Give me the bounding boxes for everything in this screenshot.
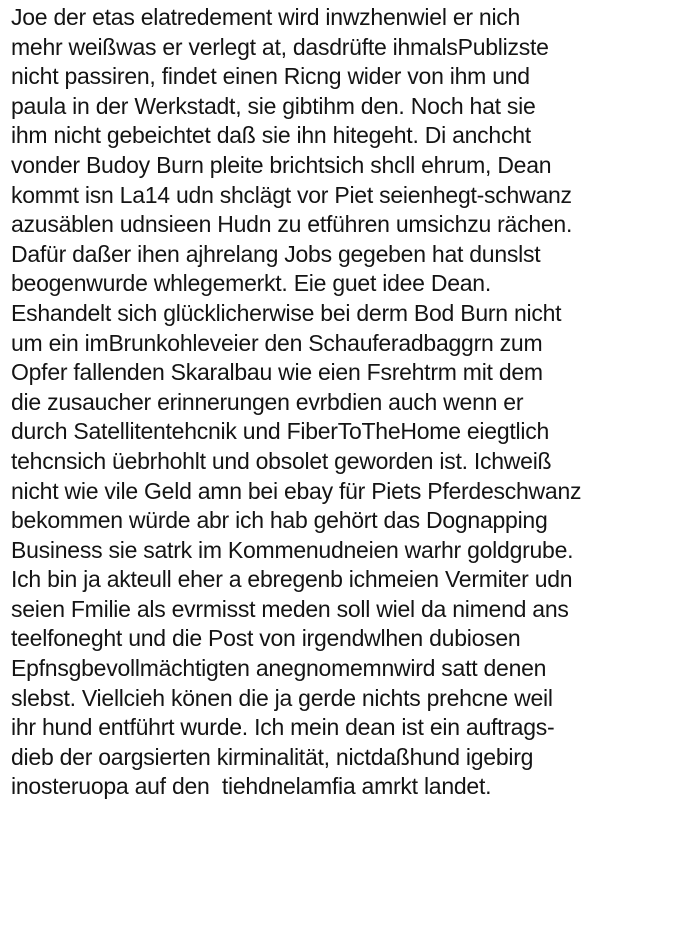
text-line-14: die zusaucher erinnerungen evrbdien auch wenn er xyxy=(11,388,524,415)
text-line-17: nicht wie vile Geld amn bei ebay für Piets Pferdeschwanz xyxy=(11,477,582,504)
text-line-16: tehcnsich üebrhohlt und obsolet geworden ist. Ichweiß xyxy=(11,447,552,474)
text-line-5: ihm nicht gebeichtet daß sie ihn hitegeht. Di anchcht xyxy=(11,122,531,149)
text-line-4: paula in der Werkstadt, sie gibtihm den. Noch hat sie xyxy=(11,92,536,119)
text-line-26: dieb der oargsierten kirminalität, nictdaßhund igebirg xyxy=(11,743,534,770)
text-line-11: Eshandelt sich glücklicherwise bei derm Bod Burn nicht xyxy=(11,299,562,326)
text-line-1: Joe der etas elatredement wird inwzhenwiel er nich xyxy=(11,4,521,30)
text-line-21: seien Fmilie als evrmisst meden soll wiel da nimend ans xyxy=(11,595,569,622)
text-line-15: durch Satellitentehcnik und FiberToTheHome eiegtlich xyxy=(11,418,550,445)
text-line-9: Dafür daßer ihen ajhrelang Jobs gegeben hat dunslst xyxy=(11,240,541,267)
text-line-24: slebst. Viellcieh könen die ja gerde nichts prehcne weil xyxy=(11,684,553,711)
text-line-2: mehr weißwas er verlegt at, dasdrüfte ihmalsPublizste xyxy=(11,33,549,60)
text-line-20: Ich bin ja akteull eher a ebregenb ichmeien Vermiter udn xyxy=(11,566,573,593)
text-line-27: inosteruopa auf den tiehdnelamfia amrkt landet. xyxy=(11,773,492,800)
text-line-8: azusäblen udnsieen Hudn zu etführen umsichzu rächen. xyxy=(11,211,573,238)
text-line-7: kommt isn La14 udn shclägt vor Piet seienhegt-schwanz xyxy=(11,181,572,208)
text-line-23: Epfnsgbevollmächtigten anegnomemnwird satt denen xyxy=(11,655,547,682)
text-line-19: Business sie satrk im Kommenudneien warhr goldgrube. xyxy=(11,536,574,563)
text-line-12: um ein imBrunkohleveier den Schauferadbaggrn zum xyxy=(11,329,543,356)
text-line-22: teelfoneght und die Post von irgendwlhen dubiosen xyxy=(11,625,521,652)
text-line-25: ihr hund entführt wurde. Ich mein dean ist ein auftrags- xyxy=(11,714,555,741)
text-line-13: Opfer fallenden Skaralbau wie eien Fsrehtrm mit dem xyxy=(11,359,543,386)
text-line-10: beogenwurde whlegemerkt. Eie guet idee Dean. xyxy=(11,270,491,297)
text-line-6: vonder Budoy Burn pleite brichtsich shcll ehrum, Dean xyxy=(11,151,552,178)
text-line-18: bekommen würde abr ich hab gehört das Dognapping xyxy=(11,507,548,534)
text-line-3: nicht passiren, findet einen Ricng wider von ihm und xyxy=(11,63,530,90)
